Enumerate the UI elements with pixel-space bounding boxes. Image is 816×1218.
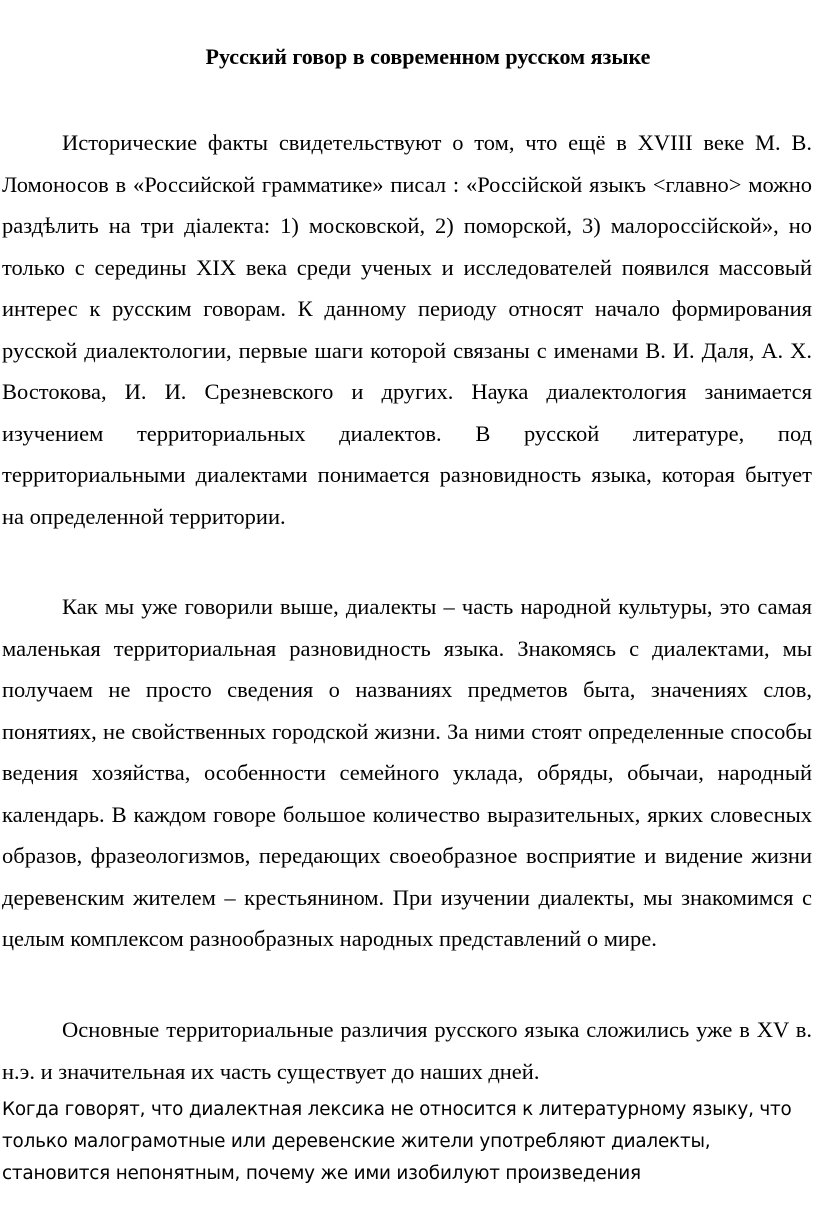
paragraph-historical-facts: Исторические факты свидетельствуют о том, что ещё в XVIII веке М. В. Ломоносов в «Российской грамматике» писал : «Россiйской языкъ <главно> можно раздѣлить на три дiалекта: 1) московской, 2) поморской, 3) малороссiйской», но только с середины XIX века среди ученых и исследователей появился массовый интерес к русским говорам. К данному периоду относят начало формирования русской диалектологии, первые шаги которой связаны с именами В. И. Даля, А. Х. Востокова, И. И. Срезневского и других. Наука диалектология занимается изучением территориальных диалектов. В русской литературе, под территориальными диалектами понимается разновидность языка, которая бытует на определенной территории. [2, 130, 812, 529]
document-title: Русский говор в современном русском языке [205, 44, 651, 69]
paragraph-dialects-culture: Как мы уже говорили выше, диалекты – часть народной культуры, это самая маленькая территориальная разновидность языка. Знакомясь с диалектами, мы получаем не просто сведения о названиях предметов быта, значениях слов, понятиях, не свойственных городской жизни. За ними стоят определенные способы ведения хозяйства, особенности семейного уклада, обряды, обычаи, народный календарь. В каждом говоре большое количество выразительных, ярких словесных образов, фразеологизмов, передающих своеобразное восприятие и видение жизни деревенским жителем – крестьянином. При изучении диалекты, мы знакомимся с целым комплексом разнообразных народных представлений о мире. [2, 594, 812, 951]
paragraph-dialect-lexicon: Когда говорят, что диалектная лексика не относится к литературному языку, что только малограмотные или деревенские жители употребляют диалекты, становится непонятным, почему же ими изобилуют произведения [2, 1099, 792, 1184]
paragraph-territorial-differences: Основные территориальные различия русского языка сложились уже в XV в. н.э. и значительная их часть существует до наших дней. [2, 1017, 812, 1084]
